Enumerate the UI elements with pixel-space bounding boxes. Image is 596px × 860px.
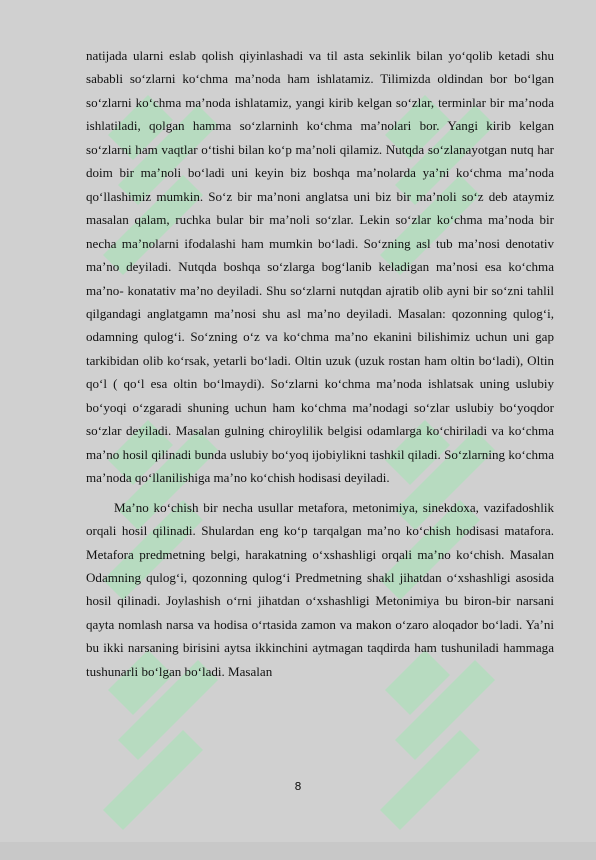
paragraph: Ma’no ko‘chish bir necha usullar metafora, metonimiya, sinekdoxa, vazifadoshlik orqali hosil qilinadi. Shulardan eng ko‘p tarqalgan ma’no ko‘chish hodisasi matafora. Metafora predmetning belgi, harakatning o‘xshashligi orqali ma’no ko‘chish. Masalan Odamning qulog‘i, qozonning qulog‘i Predmetning shakl jihatdan o‘xshashligi asosida hosil qilinadi. Joylashish o‘rni jihatdan o‘xshashligi Metonimiya bu biron-bir narsani qayta nomlash narsa va hodisa o‘rtasida zamon va makon o‘zaro aloqador bo‘ladi. Ya’ni bu ikki narsaning birisini aytsa ikkinchini aytmagan taqdirda ham tushuniladi hammaga tushunarli bo‘lgan bo‘ladi. Masalan: [86, 499, 554, 679]
body-text: [86, 44, 554, 683]
page-number: 8: [294, 780, 302, 793]
paragraph: natijada ularni eslab qolish qiyinlashadi va til asta sekinlik bilan yo‘qolib ketadi shu sababli so‘zlarni ko‘chma ma’noda ham ishlatamiz. Tilimizda oldindan bor bo‘lgan so‘zlarni ko‘chma ma’noda ishlatamiz, yangi kirib kelgan so‘zlar, terminlar bir ma’noda ishlatiladi, qolgan hamma so‘zlarninh ko‘chma ma’nolari bor. Yangi kirib kelgan so‘zlarni ham vaqtlar o‘tishi bilan ko‘p ma’noli qilamiz. Nutqda so‘zlanayotgan nutq har doim bir ma’noli bo‘ladi uni keyin biz boshqa ma’nolarda ya’ni ko‘chma ma’noda qo‘llashimiz mumkin. So‘z bir ma’noni anglatsa uni biz bir ma’noli so‘z deb ataymiz masalan qalam, ruchka bular bir ma’noli so‘zlar. Lekin so‘zlar ko‘chma ma’noda bir necha ma’nolarni ifodalashi ham mumkin bo‘ladi. So‘zning asl tub ma’nosi denotativ ma’no deyiladi. Nutqda boshqa so‘zlarga bog‘lanib keladigan ma’nosi esa ko‘chma ma’no- konatativ ma’no deyiladi. Shu so‘zlarni nutqdan ajratib olib ayni bir so‘zni tahlil qilgandagi anglatgamn ma’nosi shu asl ma’no deyiladi. Masalan: qozonning qulog‘i, odamning qulog‘i. So‘zning o‘z va ko‘chma ma’no ekanini bilishimiz uchun uni gap tarkibidan olib ko‘rsak, yetarli bo‘ladi. Oltin uzuk (uzuk rostan ham oltin bo‘ladi), Oltin qo‘l ( qo‘l esa oltin bo‘lmaydi). So‘zlarni ko‘chma ma’noda ishlatsak uning uslubiy bo‘yoqi o‘zgaradi shuning uchun ham ko‘chma ma’nodagi so‘zlar uslubiy bo‘yoqdor so‘zlar deyiladi. Masalan gulning chiroylilik belgisi odamlarga ko‘chiriladi va ko‘chma ma’no hosil qilinadi bunda uslubiy bo‘yoq ijobiylikni tashkil qiladi. So‘zlarning ko‘chma ma’noda qo‘llanilishiga ma’no ko‘chish hodisasi deyiladi.: [86, 48, 554, 486]
